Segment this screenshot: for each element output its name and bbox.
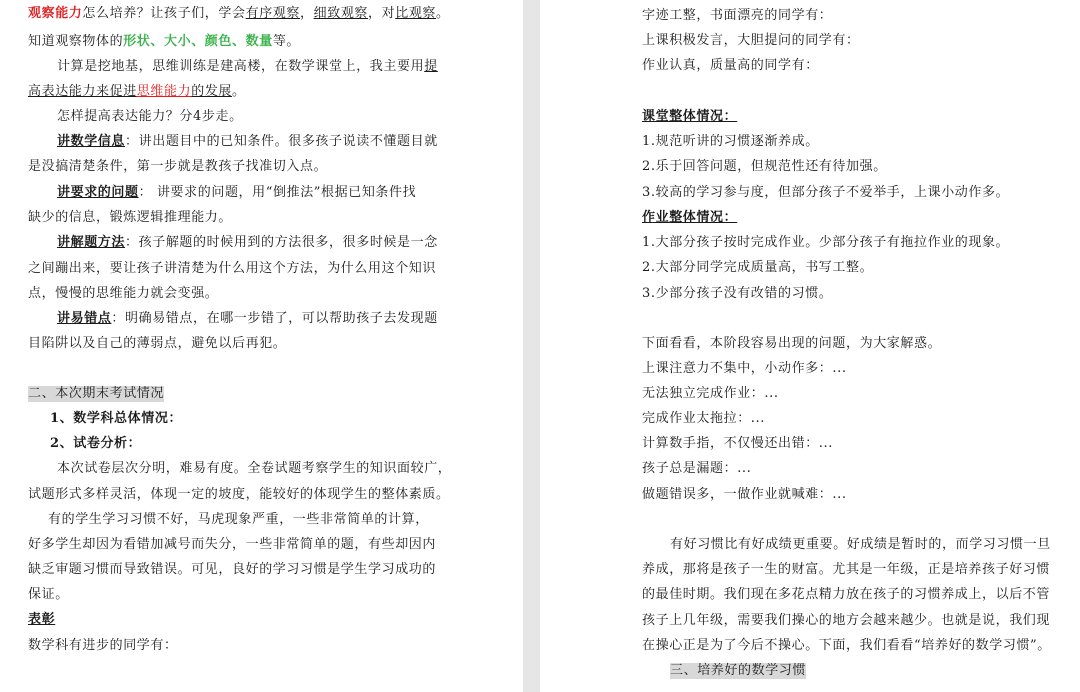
text-line: 养成，那将是孩子一生的财富。尤其是一年级，正是培养孩子好习惯	[642, 562, 1051, 577]
text-line: 之间蹦出来，要让孩子讲清楚为什么用这个方法，为什么用这个知识	[28, 261, 437, 276]
text-line: 缺乏审题习惯而导致错误。可见，良好的学习习惯是学生学习成功的	[28, 562, 437, 577]
text-line: 下面看看，本阶段容易出现的问题，为大家解惑。	[642, 336, 942, 351]
section-heading: 二、本次期末考试情况	[28, 386, 165, 401]
text-line	[57, 311, 438, 327]
section-heading: 表彰	[28, 612, 56, 627]
list-item: 2.乐于回答问题，但规范性还有待加强。	[642, 159, 887, 174]
emphasis-green: 形状、大小、颜色、数量	[123, 34, 273, 49]
text-line	[28, 84, 246, 100]
section-heading: 课堂整体情况：	[642, 109, 738, 124]
text-line	[57, 185, 416, 201]
bold-heading: 讲数学信息	[57, 134, 126, 149]
list-item: 孩子总是漏题：...	[642, 461, 752, 476]
text-line: 有的学生学习习惯不好，马虎现象严重，一些非常简单的计算，	[48, 512, 429, 527]
right-page	[540, 0, 1080, 692]
list-item: 1.规范听讲的习惯逐渐养成。	[642, 134, 819, 149]
text-span: 计算是挖地基，思维训练是建高楼，在数学课堂上，我主要用	[57, 59, 425, 74]
list-item: 做题错误多，一做作业就喊难：...	[642, 487, 847, 502]
text-line: 试题形式多样灵活，体现一定的坡度，能较好的体现学生的整体素质。	[28, 487, 450, 502]
list-item: 计算数手指，不仅慢还出错：...	[642, 436, 833, 451]
underlined-text: 的发展	[191, 84, 233, 99]
text-line: 本次试卷层次分明，难易有度。全卷试题考察学生的知识面较广，	[57, 461, 452, 476]
underlined-text: 细致观察	[313, 6, 369, 21]
bold-heading: 讲解题方法	[57, 235, 126, 250]
text-line: 有好习惯比有好成绩更重要。好成绩是暂时的，而学习习惯一旦	[670, 537, 1051, 552]
bold-heading: 讲要求的问题	[57, 185, 139, 200]
text-span: 怎么培养？让孩子们，学会	[82, 6, 246, 21]
text-span: ： 讲要求的问题，用“倒推法”根据已知条件找	[138, 185, 417, 200]
list-item: 1.大部分孩子按时完成作业。少部分孩子有拖拉作业的现象。	[642, 235, 1010, 250]
list-item: 3.较高的学习参与度，但部分孩子不爱举手，上课小动作多。	[642, 185, 1010, 200]
text-line: 数学科有进步的同学有：	[28, 638, 178, 653]
text-span: 知道观察物体的	[28, 34, 124, 49]
text-line: 点，慢慢的思维能力就会变强。	[28, 286, 219, 301]
underlined-text: 高表达能力来促进	[28, 84, 137, 99]
bold-heading: 讲易错点	[57, 311, 112, 326]
text-line	[28, 34, 300, 50]
text-line: 作业认真，质量高的同学有：	[642, 58, 819, 73]
text-line	[57, 59, 438, 75]
text-line: 上课积极发言，大胆提问的同学有：	[642, 33, 860, 48]
list-item: 无法独立完成作业：...	[642, 386, 779, 401]
text-line: 好多学生却因为看错加减号而失分，一些非常简单的题，有些却因内	[28, 537, 437, 552]
text-line: 怎样提高表达能力？分4步走。	[57, 109, 243, 124]
text-span: ，	[300, 6, 314, 21]
text-line	[57, 134, 438, 150]
list-item: 3.少部分孩子没有改错的习惯。	[642, 286, 833, 301]
text-line	[28, 6, 450, 22]
underlined-text: 有序观察	[245, 6, 301, 21]
text-line: 在操心正是为了今后不操心。下面，我们看看“培养好的数学习惯”。	[642, 638, 1051, 653]
text-line: 孩子上几年级，需要我们操心的地方会越来越少。也就是说，我们现	[642, 613, 1051, 628]
list-item: 2.大部分同学完成质量高，书写工整。	[642, 260, 874, 275]
text-line: 是没搞清楚条件，第一步就是教孩子找准切入点。	[28, 159, 328, 174]
text-line: 目陷阱以及自己的薄弱点，避免以后再犯。	[28, 336, 287, 351]
subsection-heading: 1、数学科总体情况：	[50, 411, 183, 426]
subsection-heading: 2、试卷分析：	[50, 436, 142, 451]
left-page	[0, 0, 523, 692]
text-span: 。	[436, 6, 450, 21]
text-line: 字迹工整，书面漂亮的同学有：	[642, 8, 833, 23]
text-span: ：孩子解题的时候用到的方法很多，很多时候是一念	[125, 235, 438, 250]
text-line	[57, 235, 438, 251]
underlined-text: 提	[424, 59, 438, 74]
text-span: 。	[232, 84, 246, 99]
list-item: 完成作业太拖拉：...	[642, 411, 765, 426]
underlined-text: 比观察	[395, 6, 437, 21]
text-span: ：讲出题目中的已知条件。很多孩子说读不懂题目就	[125, 134, 438, 149]
text-line: 缺少的信息，锻炼逻辑推理能力。	[28, 210, 233, 225]
section-heading: 三、培养好的数学习惯	[670, 663, 807, 678]
emphasis-red: 思维能力	[136, 84, 192, 99]
emphasis-red: 观察能力	[28, 6, 83, 21]
text-line: 的最佳时期。我们现在多花点精力放在孩子的习惯养成上，以后不管	[642, 587, 1051, 602]
section-heading: 作业整体情况：	[642, 210, 738, 225]
text-span: ，对	[368, 6, 396, 21]
list-item: 上课注意力不集中，小动作多：...	[642, 361, 847, 376]
text-span: 等。	[272, 34, 301, 49]
text-line: 保证。	[28, 587, 69, 602]
text-span: ：明确易错点，在哪一步错了，可以帮助孩子去发现题	[111, 311, 438, 326]
